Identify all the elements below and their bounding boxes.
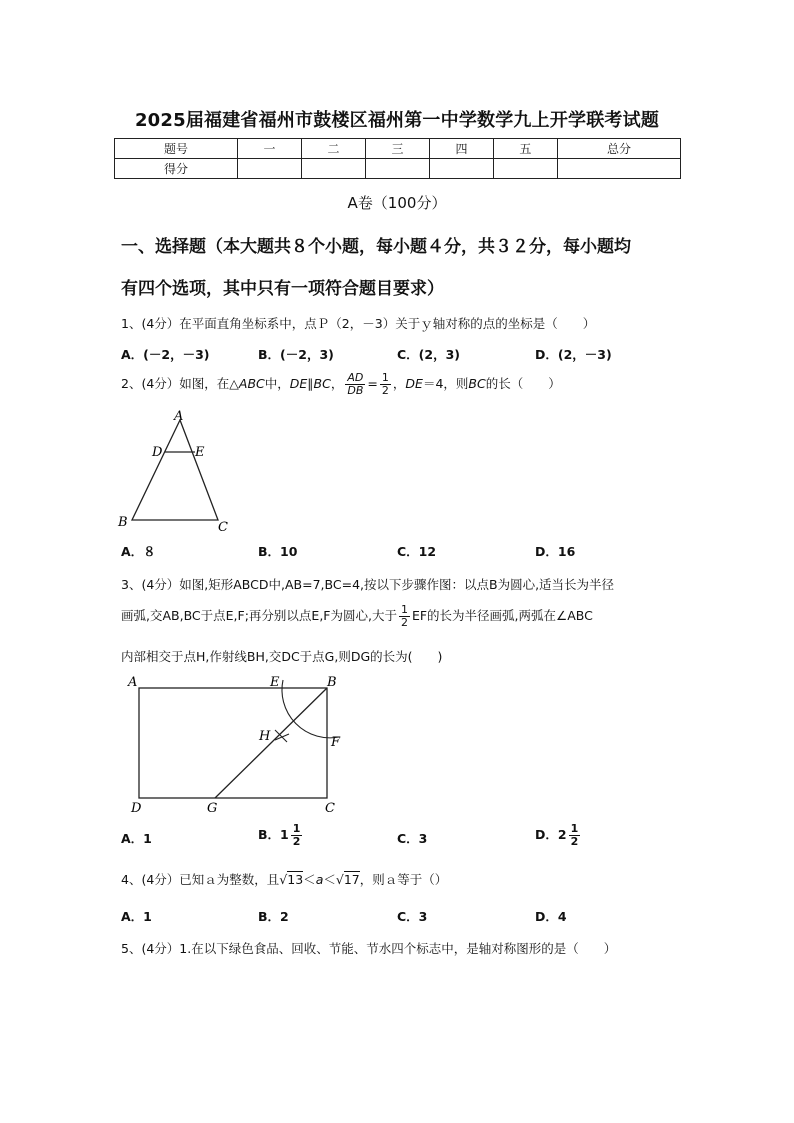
q2-option-d: D．16 <box>535 544 576 559</box>
q2-parallel: DE∥BC <box>289 376 331 391</box>
q3-label-c: C <box>325 801 335 815</box>
q2-ratio-denominator: DB <box>347 384 364 397</box>
q2-option-c: C．12 <box>397 544 437 559</box>
section-heading: A卷（100分） <box>347 194 447 212</box>
q4-option-b: B．2 <box>258 909 289 924</box>
q4-option-a: A．1 <box>121 909 152 924</box>
q2-bc: BC <box>468 376 486 391</box>
q3-option-b-fraction <box>291 823 303 848</box>
question-3-line3: 内部相交于点H,作射线BH,交DC于点G,则DG的长为( ) <box>121 649 443 664</box>
q3-option-a: A．1 <box>121 831 152 846</box>
q4-prefix: 4、(4分）已知ａ为整数，且 <box>121 872 280 887</box>
question-5-text: 5、(4分）1.在以下绿色食品、回收、节能、节水四个标志中，是轴对称图形的是（ ） <box>121 941 617 956</box>
q1-option-d: D．(2，－3) <box>535 347 612 362</box>
sqrt-17: √17 <box>335 872 360 887</box>
q3-line2-pre: 画弧,交AB,BC于点E,F;再分别以点E,F为圆心,大于 <box>121 608 397 623</box>
q2-mid: 中， <box>264 376 290 391</box>
q2-triangle-figure <box>115 408 240 536</box>
q3-ray-bh <box>215 688 327 798</box>
q1-option-b: B．(－2，3) <box>258 347 334 362</box>
question-1-text: 1、(4分）在平面直角坐标系中，点Ｐ（2，－3）关于ｙ轴对称的点的坐标是（ ） <box>121 316 596 331</box>
q3-half-denominator: 2 <box>400 616 408 629</box>
question-3-line1: 3、(4分）如图,矩形ABCD中,AB=7,BC=4,按以下步骤作图：以点B为圆心,适当长为半径 <box>121 577 615 592</box>
q3-option-d-denominator: 2 <box>570 835 579 848</box>
q2-de-value: ＝4，则 <box>422 376 469 391</box>
q2-triangle-name: ABC <box>238 376 265 391</box>
q2-option-b: B．10 <box>258 544 298 559</box>
q3-label-b: B <box>327 675 337 690</box>
score-row-label: 得分 <box>115 159 238 179</box>
q3-label-d: D <box>131 801 142 815</box>
score-header-cell: 五 <box>493 139 557 159</box>
q2-label-e: E <box>195 445 205 460</box>
q3-option-d-numerator: 1 <box>570 822 579 835</box>
score-cell <box>493 159 557 179</box>
q3-option-d-fraction <box>569 823 581 848</box>
q3-option-b-label: B． <box>258 827 281 842</box>
q2-comma2: ， <box>392 376 406 391</box>
sqrt-13: √13 <box>279 872 304 887</box>
q3-option-b-denominator: 2 <box>292 835 301 848</box>
q3-option-d-whole: 2 <box>557 827 567 842</box>
q3-option-b-whole: 1 <box>280 827 289 842</box>
score-cell <box>238 159 302 179</box>
q3-line2-post: EF的长为半径画弧,两弧在∠ABC <box>411 608 593 623</box>
score-header-cell: 三 <box>365 139 429 159</box>
part1-heading-line1: 一、选择题（本大题共８个小题，每小题４分，共３２分，每小题均 <box>121 237 631 257</box>
q3-half-fraction <box>399 604 410 629</box>
q2-equals: = <box>367 376 378 391</box>
q4-option-d: D．4 <box>535 909 567 924</box>
q4-lt-2: ＜ <box>323 872 336 887</box>
q4-suffix: ，则ａ等于（） <box>359 872 448 887</box>
score-cell <box>365 159 429 179</box>
question-4-text <box>121 870 447 888</box>
q3-rectangle-abcd <box>139 688 327 798</box>
q2-label-d: D <box>152 445 163 460</box>
q2-triangle-shape <box>132 420 218 520</box>
score-table-score-row <box>115 159 681 179</box>
q2-half-denominator: 2 <box>381 384 389 397</box>
q2-label-c: C <box>218 520 228 535</box>
score-cell <box>557 159 680 179</box>
q2-label-a: A <box>174 409 184 424</box>
score-header-cell: 一 <box>238 139 302 159</box>
score-cell <box>301 159 365 179</box>
q3-label-e: E <box>270 675 280 690</box>
q2-half-fraction <box>380 372 391 397</box>
question-2-text <box>121 372 561 397</box>
q2-prefix: 2、(4分）如图，在△ <box>121 376 239 391</box>
score-table <box>114 138 681 179</box>
score-header-cell: 四 <box>429 139 493 159</box>
q3-label-f: F <box>331 735 341 750</box>
q2-ratio-fraction <box>345 372 365 397</box>
q2-option-a: A．８ <box>121 544 156 559</box>
q3-option-d-label: D． <box>535 827 558 842</box>
q3-label-g: G <box>207 801 218 815</box>
q3-label-h: H <box>259 729 271 744</box>
score-cell <box>429 159 493 179</box>
q3-option-b <box>258 820 304 850</box>
page-title: 2025届福建省福州市鼓楼区福州第一中学数学九上开学联考试题 <box>134 110 660 131</box>
q2-half-numerator: 1 <box>381 371 389 384</box>
q4-variable-a: a <box>315 872 324 887</box>
q3-half-numerator: 1 <box>400 603 408 616</box>
q3-option-b-numerator: 1 <box>292 822 301 835</box>
q2-tail: 的长（ ） <box>485 376 561 391</box>
score-header-cell: 题号 <box>115 139 238 159</box>
q3-label-a: A <box>128 675 138 690</box>
q4-option-c: C．3 <box>397 909 428 924</box>
score-table-header-row <box>115 139 681 159</box>
q1-option-c: C．(2，3) <box>397 347 460 362</box>
score-header-cell: 二 <box>301 139 365 159</box>
question-3-line2 <box>121 601 593 631</box>
q3-rectangle-figure <box>125 670 355 815</box>
q4-radicand-1: 13 <box>287 872 304 887</box>
q2-comma: ， <box>330 376 344 391</box>
score-header-cell: 总分 <box>557 139 680 159</box>
part1-heading-line2: 有四个选项，其中只有一项符合题目要求） <box>121 279 444 299</box>
q4-lt-1: ＜ <box>303 872 316 887</box>
q2-ratio-numerator: AD <box>345 372 365 385</box>
q3-option-d <box>535 820 582 850</box>
q4-radicand-2: 17 <box>343 872 360 887</box>
q3-option-c: C．3 <box>397 831 428 846</box>
q2-de: DE <box>405 376 423 391</box>
q1-option-a: A．(－2，－3) <box>121 347 210 362</box>
q2-label-b: B <box>118 515 128 530</box>
